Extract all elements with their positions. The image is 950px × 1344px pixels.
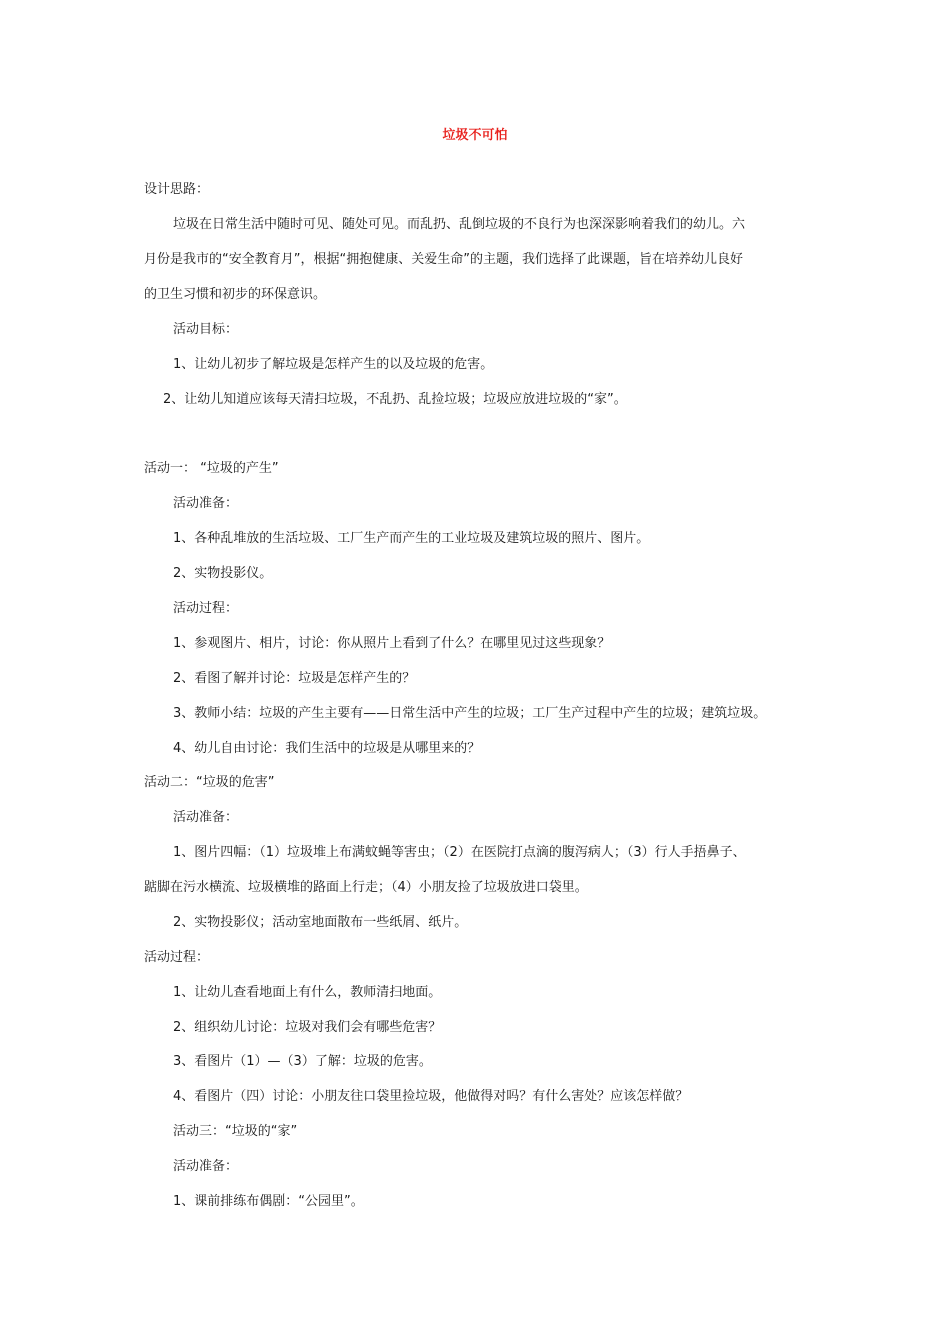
list-item: 2、看图了解并讨论：垃圾是怎样产生的？ <box>173 671 416 686</box>
list-item: 2、组织幼儿讨论：垃圾对我们会有哪些危害？ <box>173 1020 442 1035</box>
list-item: 2、让幼儿知道应该每天清扫垃圾，不乱扔、乱捡垃圾；垃圾应放进垃圾的“家”。 <box>163 392 627 407</box>
list-item: 3、看图片（1）—（3）了解：垃圾的危害。 <box>173 1054 432 1069</box>
list-item: 1、让幼儿查看地面上有什么，教师清扫地面。 <box>173 985 442 1000</box>
paragraph-line: 的卫生习惯和初步的环保意识。 <box>144 287 327 302</box>
subheading: 活动准备： <box>173 1159 239 1174</box>
list-item: 1、各种乱堆放的生活垃圾、工厂生产而产生的工业垃圾及建筑垃圾的照片、图片。 <box>173 531 650 546</box>
list-item: 4、幼儿自由讨论：我们生活中的垃圾是从哪里来的？ <box>173 741 481 756</box>
section-heading-design: 设计思路： <box>144 182 210 197</box>
section-heading-activity-1: 活动一： “垃圾的产生” <box>144 461 279 476</box>
section-heading-goals: 活动目标： <box>173 322 239 337</box>
list-item: 1、参观图片、相片，讨论：你从照片上看到了什么？在哪里见过这些现象？ <box>173 636 611 651</box>
section-heading-activity-3: 活动三：“垃圾的“家” <box>173 1124 298 1139</box>
paragraph-line: 垃圾在日常生活中随时可见、随处可见。而乱扔、乱倒垃圾的不良行为也深深影响着我们的幼儿。六 <box>173 217 746 232</box>
list-item: 1、图片四幅：（1）垃圾堆上布满蚊蝇等害虫；（2）在医院打点滴的腹泻病人；（3）行人手捂鼻子、 <box>173 845 746 860</box>
list-item: 2、实物投影仪。 <box>173 566 273 581</box>
subheading: 活动准备： <box>173 810 239 825</box>
subheading: 活动准备： <box>173 496 239 511</box>
subheading: 活动过程： <box>144 950 210 965</box>
paragraph-line: 踮脚在污水横流、垃圾横堆的路面上行走；（4）小朋友捡了垃圾放进口袋里。 <box>144 880 588 895</box>
list-item: 1、课前排练布偶剧：“公园里”。 <box>173 1194 364 1209</box>
paragraph-line: 月份是我市的“安全教育月”，根据“拥抱健康、关爱生命”的主题，我们选择了此课题，旨在培养幼儿良好 <box>144 252 743 267</box>
list-item: 1、让幼儿初步了解垃圾是怎样产生的以及垃圾的危害。 <box>173 357 494 372</box>
section-heading-activity-2: 活动二：“垃圾的危害” <box>144 775 275 790</box>
list-item: 2、实物投影仪；活动室地面散布一些纸屑、纸片。 <box>173 915 468 930</box>
list-item: 4、看图片（四）讨论：小朋友往口袋里捡垃圾，他做得对吗？有什么害处？应该怎样做？ <box>173 1089 689 1104</box>
page-title: 垃圾不可怕 <box>442 128 508 143</box>
list-item: 3、教师小结：垃圾的产生主要有——日常生活中产生的垃圾；工厂生产过程中产生的垃圾；建筑垃圾。 <box>173 706 767 721</box>
subheading: 活动过程： <box>173 601 239 616</box>
